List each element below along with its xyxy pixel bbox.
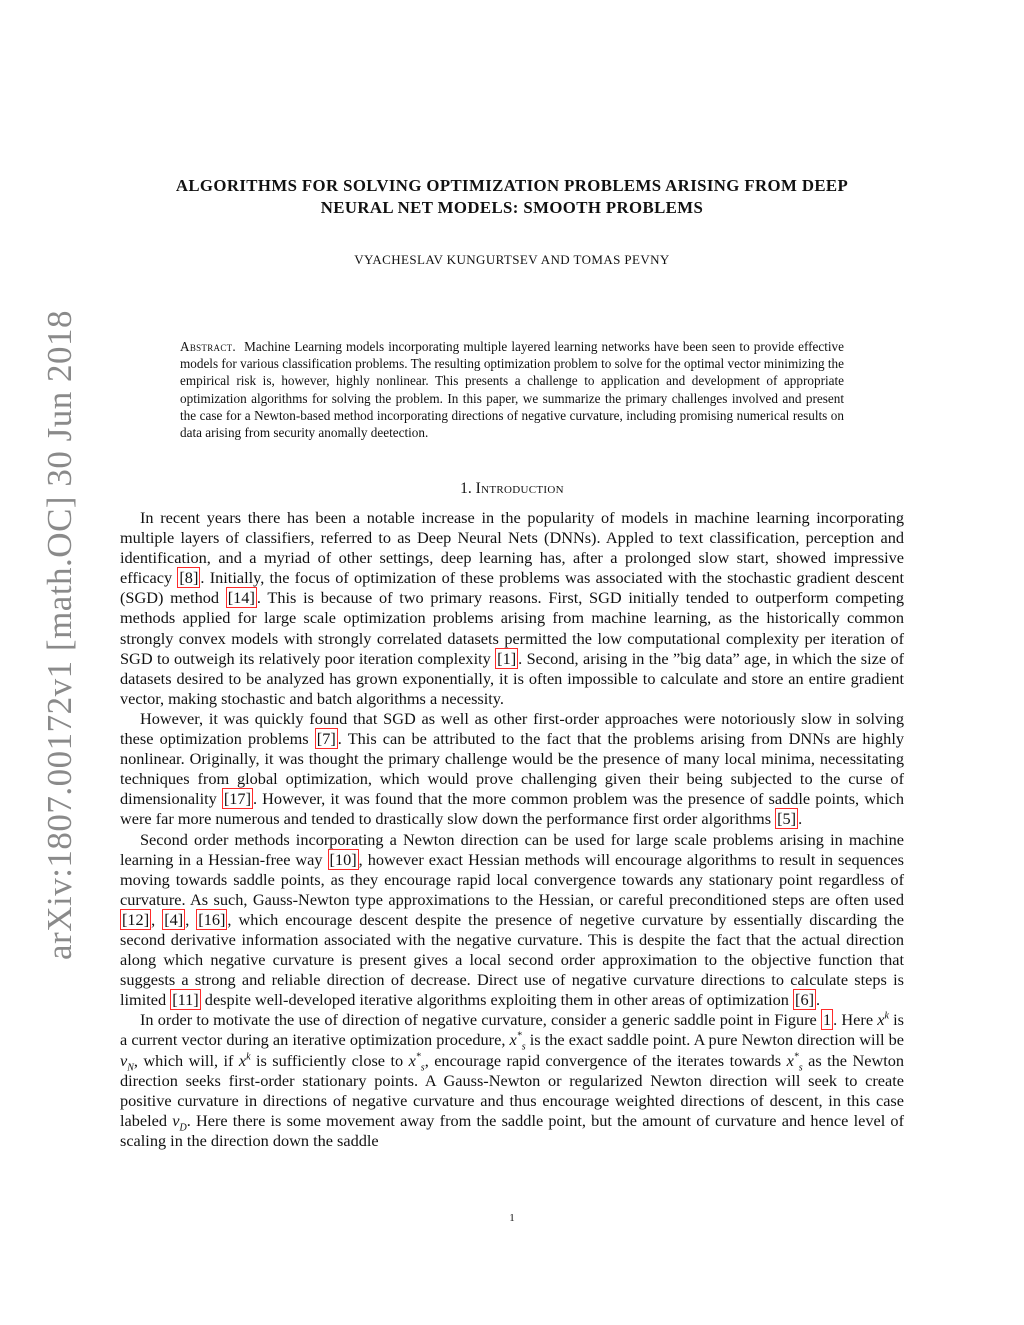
math-xk xyxy=(877,1010,889,1029)
section-heading xyxy=(110,480,914,498)
math-sup: * xyxy=(415,1051,421,1063)
citation-link[interactable]: [12] xyxy=(122,909,150,929)
math-vd xyxy=(172,1110,187,1134)
citation-link[interactable]: [8] xyxy=(179,568,199,588)
text-run: In recent years there has been a notable increase in the popularity of models in machine learning incorporating multiple layers of classifiers, referred to as Deep Neural Nets (DNNs). Appled to text classification, perception and identification, and a myriad of other settings, deep learning has, after a prolonged slow start, showed impressive efficacy xyxy=(120,508,904,588)
text-run: , xyxy=(151,909,163,929)
section-name: Introduction xyxy=(475,480,564,497)
text-run: In order to motivate the use of direction of negative curvature, consider a generic saddle point in Figure xyxy=(140,1010,821,1030)
paragraph-2 xyxy=(120,709,904,830)
text-run: is a current vector during an iterative optimization procedure, xyxy=(120,1010,904,1050)
math-base: x xyxy=(877,1010,885,1030)
citation-link[interactable]: [16] xyxy=(198,909,226,929)
math-sub: D xyxy=(179,1122,187,1134)
text-run: as the Newton direction seeks first-order stationary points. A Gauss-Newton or regularized Newton direction will seek to create positive curvature in directions of negative curvature and thus encourage weighted directions of descent, in this case labeled xyxy=(120,1050,905,1130)
paragraph-3 xyxy=(120,830,904,1011)
math-xk xyxy=(239,1051,251,1070)
citation-link[interactable]: [17] xyxy=(223,789,251,809)
citation-link[interactable]: [1] xyxy=(497,648,517,668)
text-run: However, it was quickly found that SGD as well as other first-order approaches were notoriously slow in solving these optimization problems xyxy=(120,708,904,749)
math-sup: * xyxy=(516,1031,522,1043)
text-run: . However, it was found that the more common problem was the presence of saddle points, which were far more numerous and tended to drastically slow down the performance first order algorithms xyxy=(120,789,904,829)
abstract xyxy=(180,338,844,441)
math-base: x xyxy=(509,1030,517,1050)
text-run: is the exact saddle point. A pure Newton direction will be xyxy=(525,1030,905,1050)
arxiv-identifier-stamp: arXiv:1807.00172v1 [math.OC] 30 Jun 2018 xyxy=(40,310,79,960)
math-base: v xyxy=(172,1110,180,1130)
text-run: . Here there is some movement away from the saddle point, but the amount of curvature and hence level of scaling in the direction down the saddle xyxy=(120,1110,904,1150)
citation-link[interactable]: [14] xyxy=(227,588,255,608)
section-number: 1. xyxy=(460,480,472,497)
math-xs-star xyxy=(786,1050,803,1073)
citation-link[interactable]: [6] xyxy=(795,990,815,1010)
text-run: . xyxy=(798,809,803,829)
title-line-2: NEURAL NET MODELS: SMOOTH PROBLEMS xyxy=(320,198,704,217)
math-sub: s xyxy=(798,1061,803,1073)
math-base: v xyxy=(120,1050,128,1070)
text-run: Second order methods incorporating a Newton direction can be used for large scale problems arising in machine learning in a Hessian-free way xyxy=(120,829,904,869)
text-run: . Second, arising in the ”big data” age, in which the size of datasets desired to be analyzed has grown exponentially, it is often impossible to calculate and store an entire gradient vector, making stochastic and batch algorithms a necessity. xyxy=(120,648,905,708)
abstract-label: Abstract. xyxy=(180,339,237,354)
math-sup: k xyxy=(246,1051,251,1063)
text-run: , which encourage descent despite the presence of negetive curvature by essentially discarding the second derivative information associated with the negative curvature. This is despite the fact that the actual direction along which negative curvature is present gives a local second order approximation to the objective function that suggests a strong and reliable direction of decrease. Direct use of negative curvature directions to calculate steps is limited xyxy=(120,909,905,1010)
math-xs-star xyxy=(509,1030,526,1053)
author-list: VYACHESLAV KUNGURTSEV AND TOMAS PEVNY xyxy=(354,252,670,267)
paragraph-1 xyxy=(120,508,904,709)
text-run: , however exact Hessian methods will encourage algorithms to result in sequences moving towards saddle points, as they encourage rapid local convergence towards any stationary point regardless of curvature. As such, Gauss-Newton type approximations to the Hessian, or careful preconditioned steps are often used xyxy=(120,849,904,909)
text-run: . This is because of two primary reasons. First, SGD initially tended to outperform competing methods applied for large scale optimization problems arising from machine learning, as the historically common strongly convex models with strongly correlated datasets permitted the low computational complexity per iteration of SGD to outweigh its relatively poor iteration complexity xyxy=(120,588,904,668)
page-number: 1 xyxy=(509,1212,515,1224)
text-run: , xyxy=(185,909,197,929)
math-base: x xyxy=(786,1050,794,1070)
math-vn xyxy=(120,1050,134,1073)
paper-title xyxy=(110,175,914,219)
citation-link[interactable]: [7] xyxy=(316,729,336,749)
citation-link[interactable]: [4] xyxy=(164,909,184,929)
citation-link[interactable]: [5] xyxy=(777,809,797,829)
math-xs-star xyxy=(408,1050,425,1073)
paragraph-4 xyxy=(120,1010,904,1151)
math-sup: k xyxy=(884,1010,889,1022)
text-run: . xyxy=(816,990,821,1010)
text-run: , which will, if xyxy=(133,1050,239,1070)
text-run: despite well-developed iterative algorithms exploiting them in other areas of optimization xyxy=(200,990,794,1010)
math-sub: N xyxy=(127,1061,134,1073)
math-sup: * xyxy=(793,1051,799,1063)
text-run: . Here xyxy=(833,1010,878,1030)
text-run: is sufficiently close to xyxy=(250,1050,409,1070)
math-sub: s xyxy=(521,1041,526,1053)
math-base: x xyxy=(408,1050,416,1070)
citation-link[interactable]: [11] xyxy=(172,990,199,1010)
text-run: . This can be attributed to the fact that the problems arising from DNNs are highly nonlinear. Originally, it was thought the primary challenge would be the presence of many local minima, necessitating techniques from global optimization, which would prove challenging given their being subjected to the curse of dimensionality xyxy=(120,729,904,809)
citation-link[interactable]: [10] xyxy=(329,849,357,869)
text-run: . Initially, the focus of optimization of these problems was associated with the stochastic gradient descent (SGD) method xyxy=(120,568,904,608)
math-base: x xyxy=(238,1050,247,1070)
title-line-1: ALGORITHMS FOR SOLVING OPTIMIZATION PROBLEMS ARISING FROM DEEP xyxy=(175,176,849,195)
text-run: , encourage rapid convergence of the iterates towards xyxy=(424,1050,787,1070)
math-sub: s xyxy=(420,1061,425,1073)
figure-link[interactable]: 1 xyxy=(823,1010,832,1030)
abstract-text: Machine Learning models incorporating multiple layered learning networks have been seen to provide effective models for various classification problems. The resulting optimization problem to solve for the optimal vector minimizing the empirical risk is, however, highly nonlinear. This presents a challenge to application and development of appropriate optimization algorithms for solving the problem. In this paper, we summarize the primary challenges involved and present the case for a Newton-based method incorporating directions of negative curvature, including promising numerical results on data arising from security anomally deetection. xyxy=(180,339,845,441)
body-text xyxy=(120,508,904,1151)
